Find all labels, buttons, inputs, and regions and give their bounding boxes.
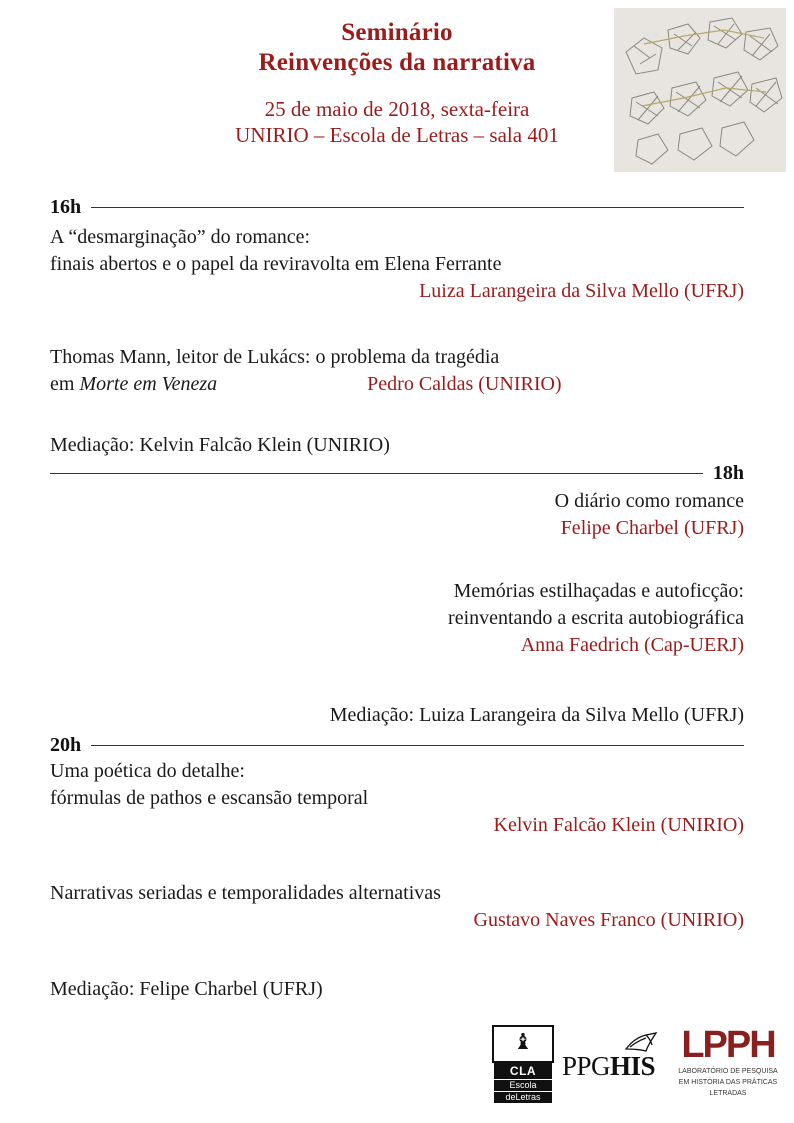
mediation-16h: Mediação: Kelvin Falcão Klein (UNIRIO) (50, 434, 390, 456)
talk-title-line: Memórias estilhaçadas e autoficção: (453, 580, 744, 602)
talk-entry-3 (50, 488, 744, 542)
session-time-20h: 20h (50, 734, 82, 756)
session-divider-line (91, 745, 744, 746)
talk-title-italic: Morte em Veneza (79, 373, 218, 395)
talk-title-line-with-speaker (50, 371, 744, 398)
cla-logo-line1: CLA (494, 1063, 552, 1079)
cla-emblem-glyph: ♝ (513, 1029, 533, 1054)
lpph-caption-line3: LETRADAS (709, 1090, 747, 1097)
seminar-title-line2: Reinvenções da narrativa (258, 49, 536, 76)
footer-logos (480, 1025, 780, 1115)
seminar-title-line1: Seminário (341, 19, 453, 46)
session-time-18h: 18h (712, 462, 744, 484)
lpph-wordmark: LPPH (681, 1024, 775, 1066)
ppghis-prefix: PPG (562, 1051, 611, 1081)
header-artwork (614, 8, 786, 172)
talk-speaker: Felipe Charbel (UFRJ) (560, 517, 744, 539)
talk-speaker: Pedro Caldas (UNIRIO) (367, 373, 562, 395)
session-divider-line (91, 207, 744, 208)
talk-speaker: Luiza Larangeira da Silva Mello (UFRJ) (419, 280, 744, 302)
talk-title-line: O diário como romance (554, 490, 744, 512)
session-rule-18h (50, 462, 744, 485)
session-divider-line (50, 473, 703, 474)
talk-title-line: Uma poética do detalhe: (50, 760, 245, 782)
talk-speaker: Anna Faedrich (Cap-UERJ) (520, 634, 744, 656)
talk-title-prefix: em (50, 373, 80, 395)
talk-entry-4 (50, 578, 744, 659)
talk-title-line: Thomas Mann, leitor de Lukács: o problema da tragédia (50, 346, 500, 368)
talk-title-line: finais abertos e o papel da reviravolta em Elena Ferrante (50, 253, 502, 275)
session-rule-16h (50, 196, 744, 219)
logo-cla (492, 1025, 554, 1103)
lpph-caption-line1: LABORATÓRIO DE PESQUISA (678, 1068, 778, 1075)
talk-entry-5 (50, 758, 744, 839)
cla-logo-line2: Escola (494, 1080, 552, 1091)
cla-logo-line3: deLetras (494, 1092, 552, 1103)
talk-speaker: Gustavo Naves Franco (UNIRIO) (473, 909, 744, 931)
mediation-18h: Mediação: Luiza Larangeira da Silva Mello (UFRJ) (329, 704, 744, 726)
logo-ppghis (562, 1051, 655, 1082)
talk-title-line: Narrativas seriadas e temporalidades alternativas (50, 882, 441, 904)
seminar-place: UNIRIO – Escola de Letras – sala 401 (235, 123, 559, 147)
talk-entry-1 (50, 224, 744, 305)
session-rule-20h (50, 734, 744, 757)
talk-entry-6 (50, 880, 744, 934)
abstract-line-drawing-icon (614, 8, 786, 172)
cla-emblem-icon (492, 1025, 554, 1063)
talk-entry-2 (50, 344, 744, 398)
seminar-date: 25 de maio de 2018, sexta-feira (264, 97, 530, 121)
session-time-16h: 16h (50, 196, 82, 218)
talk-title-line: reinventando a escrita autobiográfica (448, 607, 744, 629)
logo-lpph (676, 1025, 780, 1098)
talk-title-line: A “desmarginação” do romance: (50, 226, 311, 248)
mediation-20h: Mediação: Felipe Charbel (UFRJ) (50, 978, 323, 1000)
ppghis-suffix: HIS (610, 1051, 656, 1081)
talk-speaker: Kelvin Falcão Klein (UNIRIO) (493, 814, 744, 836)
talk-title-line: fórmulas de pathos e escansão temporal (50, 787, 369, 809)
lpph-caption-line2: EM HISTÓRIA DAS PRÁTICAS (678, 1079, 778, 1086)
